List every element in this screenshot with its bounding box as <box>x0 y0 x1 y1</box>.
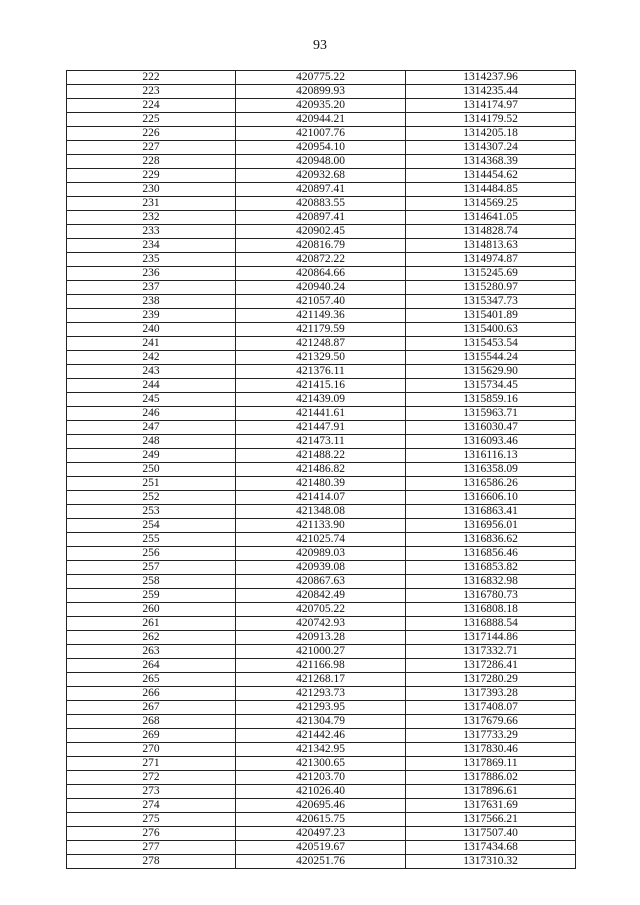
x-coordinate-cell: 420954.10 <box>236 141 406 155</box>
x-coordinate-cell: 420935.20 <box>236 99 406 113</box>
point-number-cell: 260 <box>67 603 236 617</box>
x-coordinate-cell: 421415.16 <box>236 379 406 393</box>
table-row <box>67 547 576 561</box>
table-row <box>67 379 576 393</box>
x-coordinate-cell: 420940.24 <box>236 281 406 295</box>
y-coordinate-cell: 1316836.62 <box>406 533 576 547</box>
y-coordinate-cell: 1315280.97 <box>406 281 576 295</box>
y-coordinate-cell: 1316606.10 <box>406 491 576 505</box>
table-row <box>67 673 576 687</box>
y-coordinate-cell: 1314641.05 <box>406 211 576 225</box>
y-coordinate-cell: 1316358.09 <box>406 463 576 477</box>
y-coordinate-cell: 1314813.63 <box>406 239 576 253</box>
x-coordinate-cell: 420872.22 <box>236 253 406 267</box>
y-coordinate-cell: 1317408.07 <box>406 701 576 715</box>
x-coordinate-cell: 421026.40 <box>236 785 406 799</box>
table-row <box>67 225 576 239</box>
x-coordinate-cell: 420883.55 <box>236 197 406 211</box>
y-coordinate-cell: 1317896.61 <box>406 785 576 799</box>
x-coordinate-cell: 421473.11 <box>236 435 406 449</box>
point-number-cell: 229 <box>67 169 236 183</box>
point-number-cell: 275 <box>67 813 236 827</box>
x-coordinate-cell: 421300.65 <box>236 757 406 771</box>
table-row <box>67 827 576 841</box>
y-coordinate-cell: 1316093.46 <box>406 435 576 449</box>
point-number-cell: 236 <box>67 267 236 281</box>
x-coordinate-cell: 420932.68 <box>236 169 406 183</box>
x-coordinate-cell: 421179.59 <box>236 323 406 337</box>
table-row <box>67 729 576 743</box>
point-number-cell: 233 <box>67 225 236 239</box>
x-coordinate-cell: 420944.21 <box>236 113 406 127</box>
table-row <box>67 589 576 603</box>
y-coordinate-cell: 1315859.16 <box>406 393 576 407</box>
point-number-cell: 252 <box>67 491 236 505</box>
table-row <box>67 295 576 309</box>
table-row <box>67 491 576 505</box>
y-coordinate-cell: 1317507.40 <box>406 827 576 841</box>
table-row <box>67 197 576 211</box>
y-coordinate-cell: 1314828.74 <box>406 225 576 239</box>
point-number-cell: 250 <box>67 463 236 477</box>
y-coordinate-cell: 1315734.45 <box>406 379 576 393</box>
table-row <box>67 743 576 757</box>
table-row <box>67 309 576 323</box>
x-coordinate-cell: 421488.22 <box>236 449 406 463</box>
point-number-cell: 240 <box>67 323 236 337</box>
y-coordinate-cell: 1316116.13 <box>406 449 576 463</box>
point-number-cell: 226 <box>67 127 236 141</box>
table-row <box>67 659 576 673</box>
table-row <box>67 575 576 589</box>
point-number-cell: 263 <box>67 645 236 659</box>
table-row <box>67 477 576 491</box>
y-coordinate-cell: 1314235.44 <box>406 85 576 99</box>
table-row <box>67 281 576 295</box>
x-coordinate-cell: 421447.91 <box>236 421 406 435</box>
point-number-cell: 223 <box>67 85 236 99</box>
table-row <box>67 421 576 435</box>
table-row <box>67 603 576 617</box>
point-number-cell: 242 <box>67 351 236 365</box>
point-number-cell: 235 <box>67 253 236 267</box>
table-row <box>67 393 576 407</box>
x-coordinate-cell: 421149.36 <box>236 309 406 323</box>
x-coordinate-cell: 421057.40 <box>236 295 406 309</box>
x-coordinate-cell: 421414.07 <box>236 491 406 505</box>
page-number: 93 <box>313 38 327 53</box>
table-row <box>67 71 576 85</box>
point-number-cell: 251 <box>67 477 236 491</box>
point-number-cell: 238 <box>67 295 236 309</box>
y-coordinate-cell: 1317830.46 <box>406 743 576 757</box>
table-row <box>67 155 576 169</box>
x-coordinate-cell: 420867.63 <box>236 575 406 589</box>
y-coordinate-cell: 1316808.18 <box>406 603 576 617</box>
x-coordinate-cell: 420615.75 <box>236 813 406 827</box>
y-coordinate-cell: 1314569.25 <box>406 197 576 211</box>
x-coordinate-cell: 421439.09 <box>236 393 406 407</box>
y-coordinate-cell: 1316856.46 <box>406 547 576 561</box>
table-row <box>67 645 576 659</box>
table-row <box>67 365 576 379</box>
table-row <box>67 407 576 421</box>
point-number-cell: 277 <box>67 841 236 855</box>
point-number-cell: 234 <box>67 239 236 253</box>
x-coordinate-cell: 420989.03 <box>236 547 406 561</box>
x-coordinate-cell: 421376.11 <box>236 365 406 379</box>
table-row <box>67 463 576 477</box>
point-number-cell: 255 <box>67 533 236 547</box>
point-number-cell: 239 <box>67 309 236 323</box>
y-coordinate-cell: 1317733.29 <box>406 729 576 743</box>
x-coordinate-cell: 420939.08 <box>236 561 406 575</box>
point-number-cell: 253 <box>67 505 236 519</box>
x-coordinate-cell: 421293.95 <box>236 701 406 715</box>
y-coordinate-cell: 1317566.21 <box>406 813 576 827</box>
x-coordinate-cell: 420775.22 <box>236 71 406 85</box>
y-coordinate-cell: 1317144.86 <box>406 631 576 645</box>
point-number-cell: 237 <box>67 281 236 295</box>
x-coordinate-cell: 421329.50 <box>236 351 406 365</box>
point-number-cell: 254 <box>67 519 236 533</box>
x-coordinate-cell: 421133.90 <box>236 519 406 533</box>
x-coordinate-cell: 420948.00 <box>236 155 406 169</box>
table-row <box>67 113 576 127</box>
x-coordinate-cell: 421342.95 <box>236 743 406 757</box>
x-coordinate-cell: 420864.66 <box>236 267 406 281</box>
table-row <box>67 127 576 141</box>
point-number-cell: 274 <box>67 799 236 813</box>
point-number-cell: 227 <box>67 141 236 155</box>
table-row <box>67 617 576 631</box>
x-coordinate-cell: 420897.41 <box>236 183 406 197</box>
point-number-cell: 225 <box>67 113 236 127</box>
x-coordinate-cell: 421166.98 <box>236 659 406 673</box>
point-number-cell: 268 <box>67 715 236 729</box>
point-number-cell: 248 <box>67 435 236 449</box>
y-coordinate-cell: 1315629.90 <box>406 365 576 379</box>
point-number-cell: 256 <box>67 547 236 561</box>
table-row <box>67 715 576 729</box>
y-coordinate-cell: 1316030.47 <box>406 421 576 435</box>
point-number-cell: 270 <box>67 743 236 757</box>
y-coordinate-cell: 1314454.62 <box>406 169 576 183</box>
x-coordinate-cell: 421348.08 <box>236 505 406 519</box>
point-number-cell: 230 <box>67 183 236 197</box>
table-row <box>67 771 576 785</box>
table-row <box>67 267 576 281</box>
table-row <box>67 141 576 155</box>
point-number-cell: 224 <box>67 99 236 113</box>
x-coordinate-cell: 420695.46 <box>236 799 406 813</box>
y-coordinate-cell: 1314307.24 <box>406 141 576 155</box>
x-coordinate-cell: 420913.28 <box>236 631 406 645</box>
y-coordinate-cell: 1317886.02 <box>406 771 576 785</box>
table-row <box>67 85 576 99</box>
point-number-cell: 222 <box>67 71 236 85</box>
table-row <box>67 561 576 575</box>
table-row <box>67 757 576 771</box>
y-coordinate-cell: 1316853.82 <box>406 561 576 575</box>
table-row <box>67 99 576 113</box>
x-coordinate-cell: 421480.39 <box>236 477 406 491</box>
point-number-cell: 232 <box>67 211 236 225</box>
table-row <box>67 337 576 351</box>
x-coordinate-cell: 420251.76 <box>236 855 406 869</box>
y-coordinate-cell: 1315963.71 <box>406 407 576 421</box>
table-row <box>67 211 576 225</box>
table-row <box>67 855 576 869</box>
point-number-cell: 266 <box>67 687 236 701</box>
x-coordinate-cell: 420497.23 <box>236 827 406 841</box>
y-coordinate-cell: 1315453.54 <box>406 337 576 351</box>
point-number-cell: 264 <box>67 659 236 673</box>
table-row <box>67 253 576 267</box>
point-number-cell: 241 <box>67 337 236 351</box>
y-coordinate-cell: 1315400.63 <box>406 323 576 337</box>
point-number-cell: 262 <box>67 631 236 645</box>
table-row <box>67 785 576 799</box>
table-row <box>67 183 576 197</box>
table-row <box>67 533 576 547</box>
y-coordinate-cell: 1316863.41 <box>406 505 576 519</box>
x-coordinate-cell: 421442.46 <box>236 729 406 743</box>
point-number-cell: 245 <box>67 393 236 407</box>
point-number-cell: 261 <box>67 617 236 631</box>
y-coordinate-cell: 1316956.01 <box>406 519 576 533</box>
y-coordinate-cell: 1316586.26 <box>406 477 576 491</box>
y-coordinate-cell: 1316780.73 <box>406 589 576 603</box>
point-number-cell: 259 <box>67 589 236 603</box>
x-coordinate-cell: 421000.27 <box>236 645 406 659</box>
point-number-cell: 269 <box>67 729 236 743</box>
y-coordinate-cell: 1314205.18 <box>406 127 576 141</box>
x-coordinate-cell: 421268.17 <box>236 673 406 687</box>
table-row <box>67 323 576 337</box>
table-row <box>67 169 576 183</box>
point-number-cell: 228 <box>67 155 236 169</box>
table-row <box>67 799 576 813</box>
y-coordinate-cell: 1317393.28 <box>406 687 576 701</box>
x-coordinate-cell: 420816.79 <box>236 239 406 253</box>
table-row <box>67 631 576 645</box>
x-coordinate-cell: 420705.22 <box>236 603 406 617</box>
x-coordinate-cell: 421025.74 <box>236 533 406 547</box>
x-coordinate-cell: 421248.87 <box>236 337 406 351</box>
x-coordinate-cell: 420902.45 <box>236 225 406 239</box>
point-number-cell: 249 <box>67 449 236 463</box>
y-coordinate-cell: 1314174.97 <box>406 99 576 113</box>
table-row <box>67 239 576 253</box>
x-coordinate-cell: 421293.73 <box>236 687 406 701</box>
y-coordinate-cell: 1315401.89 <box>406 309 576 323</box>
x-coordinate-cell: 420842.49 <box>236 589 406 603</box>
point-number-cell: 247 <box>67 421 236 435</box>
point-number-cell: 276 <box>67 827 236 841</box>
y-coordinate-cell: 1317679.66 <box>406 715 576 729</box>
point-number-cell: 278 <box>67 855 236 869</box>
coordinates-table-body <box>67 71 576 869</box>
x-coordinate-cell: 420897.41 <box>236 211 406 225</box>
table-row <box>67 449 576 463</box>
y-coordinate-cell: 1317280.29 <box>406 673 576 687</box>
x-coordinate-cell: 420899.93 <box>236 85 406 99</box>
point-number-cell: 267 <box>67 701 236 715</box>
x-coordinate-cell: 421304.79 <box>236 715 406 729</box>
y-coordinate-cell: 1316888.54 <box>406 617 576 631</box>
point-number-cell: 265 <box>67 673 236 687</box>
x-coordinate-cell: 420519.67 <box>236 841 406 855</box>
table-row <box>67 505 576 519</box>
y-coordinate-cell: 1315245.69 <box>406 267 576 281</box>
table-row <box>67 701 576 715</box>
y-coordinate-cell: 1317310.32 <box>406 855 576 869</box>
y-coordinate-cell: 1314179.52 <box>406 113 576 127</box>
y-coordinate-cell: 1314237.96 <box>406 71 576 85</box>
y-coordinate-cell: 1315347.73 <box>406 295 576 309</box>
y-coordinate-cell: 1317286.41 <box>406 659 576 673</box>
y-coordinate-cell: 1314974.87 <box>406 253 576 267</box>
y-coordinate-cell: 1315544.24 <box>406 351 576 365</box>
point-number-cell: 271 <box>67 757 236 771</box>
y-coordinate-cell: 1316832.98 <box>406 575 576 589</box>
table-row <box>67 435 576 449</box>
y-coordinate-cell: 1317434.68 <box>406 841 576 855</box>
table-row <box>67 813 576 827</box>
y-coordinate-cell: 1317631.69 <box>406 799 576 813</box>
point-number-cell: 257 <box>67 561 236 575</box>
y-coordinate-cell: 1317332.71 <box>406 645 576 659</box>
point-number-cell: 243 <box>67 365 236 379</box>
x-coordinate-cell: 421441.61 <box>236 407 406 421</box>
y-coordinate-cell: 1317869.11 <box>406 757 576 771</box>
point-number-cell: 244 <box>67 379 236 393</box>
table-row <box>67 841 576 855</box>
table-row <box>67 519 576 533</box>
point-number-cell: 246 <box>67 407 236 421</box>
table-row <box>67 351 576 365</box>
coordinates-table <box>66 70 576 869</box>
point-number-cell: 258 <box>67 575 236 589</box>
x-coordinate-cell: 421007.76 <box>236 127 406 141</box>
point-number-cell: 231 <box>67 197 236 211</box>
table-row <box>67 687 576 701</box>
point-number-cell: 273 <box>67 785 236 799</box>
point-number-cell: 272 <box>67 771 236 785</box>
x-coordinate-cell: 421486.82 <box>236 463 406 477</box>
x-coordinate-cell: 421203.70 <box>236 771 406 785</box>
x-coordinate-cell: 420742.93 <box>236 617 406 631</box>
y-coordinate-cell: 1314484.85 <box>406 183 576 197</box>
y-coordinate-cell: 1314368.39 <box>406 155 576 169</box>
